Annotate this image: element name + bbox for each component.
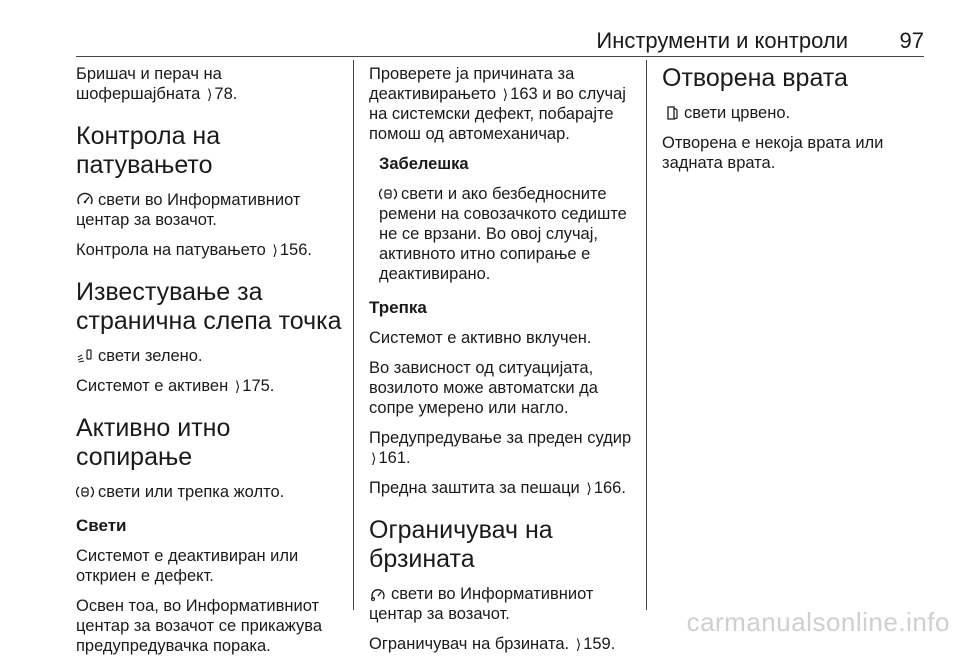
xref-arrow-icon: ⟩ xyxy=(272,242,278,258)
header-rule xyxy=(76,56,924,57)
xref-link[interactable]: 175. xyxy=(242,377,275,395)
paragraph-limiter-ref: Ограничувач на брзината. ⟩ 159. xyxy=(369,635,616,653)
paragraph-wiper: Бришач и перач на шофершајбната ⟩ 78. xyxy=(76,65,238,103)
page-number: 97 xyxy=(899,28,924,53)
page-header xyxy=(0,0,960,56)
emergency-braking-icon xyxy=(76,484,94,500)
paragraph-check-cause: Проверете ја причината за деактивирањето ⟩ 163 и во случај на системски дефект, побарајте помош од автомеханичар. xyxy=(369,65,626,143)
heading-cruise-control: Контрола на патувањето xyxy=(76,122,221,179)
speed-limiter-icon xyxy=(369,586,387,602)
xref-arrow-icon: ⟩ xyxy=(586,480,592,496)
xref-link[interactable]: 159. xyxy=(583,635,616,653)
column-3 xyxy=(662,64,922,183)
heading-blind-spot: Известување за странична слепа точка xyxy=(76,278,342,335)
xref-arrow-icon: ⟩ xyxy=(371,450,377,466)
paragraph-warning-message: Освен тоа, во Информативниот центар за возачот се прикажува предупредувачка порака. xyxy=(76,597,323,655)
paragraph-door-open: Отворена е некоја врата или задната врата. xyxy=(662,134,884,172)
paragraph-deactivated: Системот е деактивиран или откриен е дефект. xyxy=(76,547,299,585)
paragraph-door-lamp: свети црвено. xyxy=(662,103,922,123)
xref-link[interactable]: 156. xyxy=(279,241,312,259)
column-divider-1 xyxy=(353,60,354,610)
paragraph-pedestrian: Предна заштита за пешаци ⟩ 166. xyxy=(369,479,626,497)
heading-emergency-braking: Активно итно сопирање xyxy=(76,414,231,471)
heading-speed-limiter: Ограничувач на брзината xyxy=(369,516,553,573)
note-block xyxy=(379,154,639,284)
xref-arrow-icon: ⟩ xyxy=(575,636,582,652)
paragraph-cruise-lamp: свети во Информативниот центар за возачот. xyxy=(76,191,301,229)
paragraph-blind-spot-lamp: свети зелено. xyxy=(76,346,344,366)
column-1 xyxy=(76,64,344,666)
subheading-flashing: Трепка xyxy=(369,298,427,317)
paragraph-braking: Во зависност од ситуацијата, возилото може автоматски да сопре умерено или нагло. xyxy=(369,359,598,417)
blind-spot-icon xyxy=(76,348,94,364)
paragraph-limiter-lamp: свети во Информативниот центар за возачот. xyxy=(369,585,594,623)
xref-arrow-icon: ⟩ xyxy=(206,86,213,102)
header-title: Инструменти и контроли xyxy=(596,28,848,53)
subheading-lit: Свети xyxy=(76,516,127,535)
paragraph-collision-warning: Предупредување за преден судир ⟩ 161. xyxy=(369,429,632,467)
xref-arrow-icon: ⟩ xyxy=(502,86,509,102)
xref-link[interactable]: 78. xyxy=(214,85,238,103)
note-text: свети и ако безбедносните ремени на совозачкото седиште не се врзани. Во овој случај, активното итно сопирање е деактивирано. xyxy=(379,185,627,283)
paragraph-active: Системот е активно вклучен. xyxy=(369,329,592,347)
column-divider-2 xyxy=(646,60,647,610)
xref-link[interactable]: 166. xyxy=(593,479,626,497)
xref-link[interactable]: 163 xyxy=(510,85,538,103)
door-open-icon xyxy=(662,105,680,121)
paragraph-cruise-ref: Контрола на патувањето ⟩ 156. xyxy=(76,241,312,259)
watermark: carmanualsonline.info xyxy=(686,607,950,637)
xref-arrow-icon: ⟩ xyxy=(234,378,241,394)
paragraph-aeb-lamp: свети или трепка жолто. xyxy=(76,482,344,502)
note-title: Забелешка xyxy=(379,155,469,173)
cruise-control-icon xyxy=(76,192,94,208)
xref-link[interactable]: 161. xyxy=(378,449,411,467)
heading-door-open: Отворена врата xyxy=(662,64,848,92)
emergency-braking-icon xyxy=(379,186,397,202)
paragraph-blind-spot-ref: Системот е активен ⟩ 175. xyxy=(76,377,275,395)
column-2 xyxy=(369,64,639,664)
